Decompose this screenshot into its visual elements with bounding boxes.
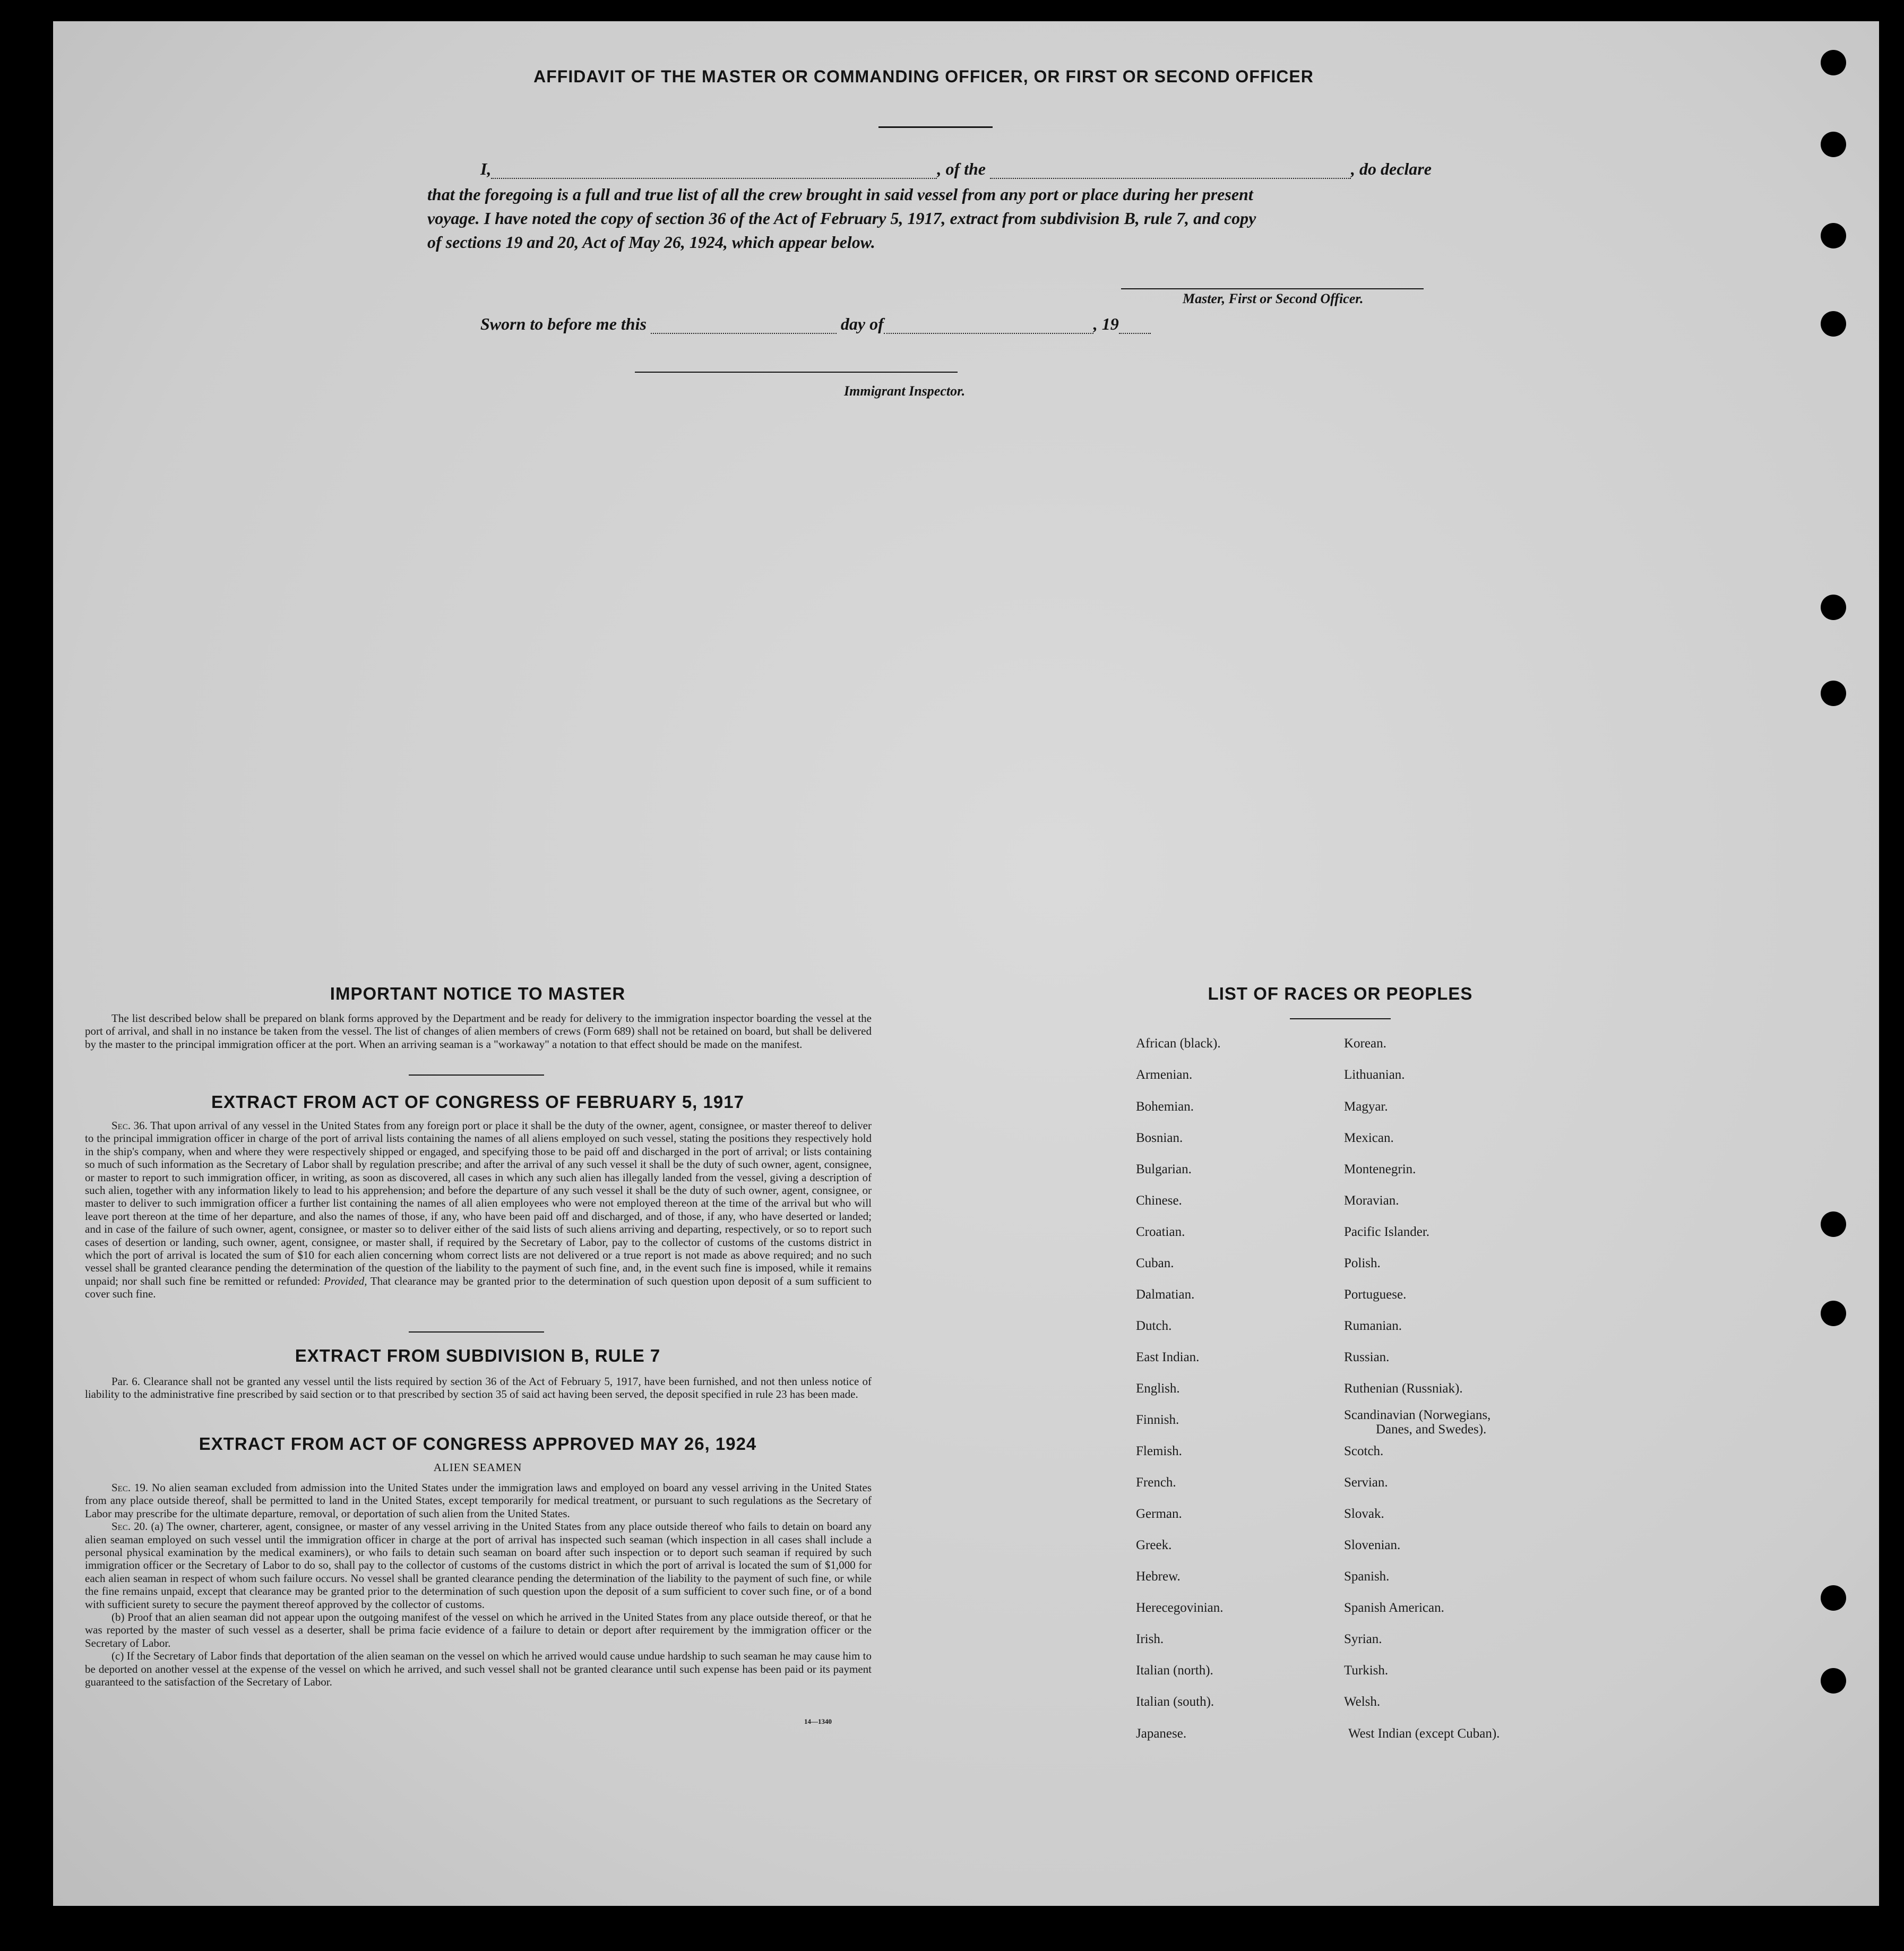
affidavit-line-3: voyage. I have noted the copy of section 36 of the Act of February 5, 1917, extract from subdivision B, rule 7, and copy xyxy=(427,209,1256,228)
race-right: Polish. xyxy=(1344,1256,1381,1270)
race-left: Italian (north). xyxy=(1136,1663,1213,1678)
race-right: Lithuanian. xyxy=(1344,1068,1405,1082)
affidavit-line-2: that the foregoing is a full and true list of all the crew brought in said vessel from any port or place during her present xyxy=(427,185,1253,204)
section-36-body: That upon arrival of any vessel in the United States from any foreign port or place it shall be the duty of the owner, agent, consignee, or master thereof to deliver to the principal immigration officer in charge of the port of arrival lists containing the names of all aliens employed on such vessel, stating the positions they respectively hold in the ship's company, when and where they were respectively shipped or engaged, and specifying those to be paid off and discharged in the port of arrival; or lists containing so much of such information as the Secretary of Labor shall by regulation prescribe; and after the arrival of any such vessel it shall be the duty of such owner, agent, consignee, or master to report to such immigration officer, in writing, as soon as discovered, all cases in which any such alien has illegally landed from the vessel, giving a description of such alien, together with any information likely to lead to his apprehension; and before the departure of any such vessel it shall be the duty of such owner, agent, consignee, or master to deliver to such immigration officer a further list containing the names of all alien employees who were not employed thereon at the time of the arrival but who will leave port thereon at the time of her departure, and also the names of those, if any, who have been paid off and discharged, and of those, if any, who have deserted or landed; and in case of the failure of such owner, agent, consignee, or master so to deliver either of the said lists of such aliens arriving and departing, respectively, or so to report such cases of desertion or landing, such owner, agent, consignee, or master shall, if required by the Secretary of Labor, pay to the collector of customs of the customs district in which the port of arrival is located the sum of $10 for each alien concerning whom correct lists are not delivered or a true report is not made as above required; and no such vessel shall be granted clearance pending the determination of the question of the liability to the payment of such fine, and, in the event such fine is imposed, while it remains unpaid; nor shall such fine be remitted or refunded: xyxy=(85,1119,872,1287)
race-right: Moravian. xyxy=(1344,1193,1399,1208)
race-left: Hebrew. xyxy=(1136,1569,1181,1584)
binder-hole xyxy=(1821,1211,1846,1237)
affidavit-line-1 xyxy=(480,159,1432,179)
scandinavian-line-1: Scandinavian (Norwegians, xyxy=(1344,1408,1491,1422)
inspector-caption: Immigrant Inspector. xyxy=(844,383,966,399)
race-left: Italian (south). xyxy=(1136,1695,1214,1709)
section-20a-body: (a) The owner, charterer, agent, consignee, or master of any vessel arriving in the United States from any place outside thereof who fails to detain on board any alien seaman employed on such vessel until the immigration officer in charge at the port of arrival has inspected such seaman (which inspection in all cases shall include a personal physical examination by the medical examiners), or who fails to detain such seaman on board after such inspection or to deport such seaman if required by such immigration officer or the Secretary of Labor to do so, shall pay to the collector of customs of the customs district in which the port of arrival is located the sum of $1,000 for each alien seaman in respect of whom such failure occurs. No vessel shall be granted clearance pending the determination of the liability to the payment of such fine, or while the fine remains unpaid, except that clearance may be granted prior to the determination of such question upon the deposit of a sum sufficient to cover such fine, or of a bond with sufficient surety to secure the payment thereof approved by the collector of customs. xyxy=(85,1520,872,1611)
binder-hole xyxy=(1821,1301,1846,1326)
sworn-text: Sworn to before me this xyxy=(480,314,647,333)
proviso-body: That clearance may be granted prior to the determination of such question upon deposit of a sum sufficient to cover such fine. xyxy=(85,1274,872,1301)
extract-1917-title: EXTRACT FROM ACT OF CONGRESS OF FEBRUARY 5, 1917 xyxy=(211,1092,744,1112)
master-caption: Master, First or Second Officer. xyxy=(1183,291,1364,306)
race-right: Korean. xyxy=(1344,1036,1386,1051)
race-right: Russian. xyxy=(1344,1350,1390,1364)
race-left: Armenian. xyxy=(1136,1068,1193,1082)
rule-7-title: EXTRACT FROM SUBDIVISION B, RULE 7 xyxy=(295,1346,661,1365)
race-left: German. xyxy=(1136,1507,1182,1521)
race-left: Irish. xyxy=(1136,1632,1164,1646)
affidavit-i: I, xyxy=(480,159,492,178)
binder-hole xyxy=(1821,1585,1846,1611)
race-left: Bosnian. xyxy=(1136,1131,1183,1145)
race-right-scandinavian xyxy=(1344,1408,1546,1437)
section-19-body: No alien seaman excluded from admission into the United States under the immigration laws and employed on board any vessel arriving in the United States from any place outside thereof, shall be permitted to land in the United States, except temporarily for medical treatment, or pursuant to such regulations as the Secretary of Labor may prescribe for the ultimate departure, removal, or deportation of such alien from the United States. xyxy=(85,1481,872,1520)
sworn-year-field[interactable] xyxy=(1119,333,1151,334)
alien-seamen-subtitle: ALIEN SEAMEN xyxy=(433,1461,522,1474)
affidavit-line-4: of sections 19 and 20, Act of May 26, 1924, which appear below. xyxy=(427,233,875,252)
race-right: Slovenian. xyxy=(1344,1538,1401,1552)
race-left: English. xyxy=(1136,1381,1180,1396)
extract-1924-title: EXTRACT FROM ACT OF CONGRESS APPROVED MAY 26, 1924 xyxy=(199,1434,757,1454)
race-left: Herecegovinian. xyxy=(1136,1601,1224,1615)
section-20c-paragraph: (c) If the Secretary of Labor finds that deportation of the alien seaman on the vessel on which he arrived would cause undue hardship to such seaman he may cause him to be deported on another vessel at the expense of the vessel on which he arrived, and such vessel shall not be granted clearance until such expense has been paid or its payment guaranteed to the satisfaction of the Secretary of Labor. xyxy=(85,1649,872,1689)
binder-hole xyxy=(1821,311,1846,337)
binder-hole xyxy=(1821,50,1846,75)
binder-hole xyxy=(1821,681,1846,706)
race-right: Pacific Islander. xyxy=(1344,1225,1430,1239)
day-of-text: day of xyxy=(840,314,884,333)
form-code: 14—1340 xyxy=(804,1717,832,1725)
race-right: Montenegrin. xyxy=(1344,1162,1416,1176)
races-title: LIST OF RACES OR PEOPLES xyxy=(1208,984,1473,1003)
race-left: Japanese. xyxy=(1136,1726,1187,1741)
binder-hole xyxy=(1821,1668,1846,1694)
race-left: French. xyxy=(1136,1475,1176,1490)
vessel-name-field[interactable] xyxy=(990,178,1351,179)
race-left: Bohemian. xyxy=(1136,1099,1194,1114)
race-left: Finnish. xyxy=(1136,1413,1179,1427)
race-left: Flemish. xyxy=(1136,1444,1182,1458)
race-left: Bulgarian. xyxy=(1136,1162,1192,1176)
race-left: Cuban. xyxy=(1136,1256,1174,1270)
race-left: African (black). xyxy=(1136,1036,1221,1051)
section-20b-paragraph: (b) Proof that an alien seaman did not appear upon the outgoing manifest of the vessel on which he arrived in the United States from any place outside thereof, or that he was reported by the master of such vessel as a deserter, shall be prima facie evidence of a failure to detain or deport after requirement by the immigration officer or the Secretary of Labor. xyxy=(85,1611,872,1649)
affidavit-of-the: , of the xyxy=(937,159,986,178)
section-36-label: Sec. 36. xyxy=(111,1119,148,1132)
sworn-line xyxy=(480,314,1151,334)
extract-1924-text xyxy=(85,1481,872,1689)
race-right: Rumanian. xyxy=(1344,1319,1402,1333)
extract-1917-text xyxy=(85,1119,872,1301)
race-left: Chinese. xyxy=(1136,1193,1182,1208)
rule-7-paragraph: Par. 6. Clearance shall not be granted any vessel until the lists required by section 36 of the Act of February 5, 1917, have been furnished, and not then unless notice of liability to the administrative fine prescribed by said section or to that prescribed by section 35 of said act having been served, the deposit specified in rule 23 has been made. xyxy=(85,1375,872,1401)
master-signature-line[interactable] xyxy=(1121,288,1424,289)
notice-text xyxy=(85,1012,872,1051)
race-left: Dutch. xyxy=(1136,1319,1172,1333)
binder-hole xyxy=(1821,223,1846,248)
section-19-paragraph xyxy=(85,1481,872,1520)
race-right: Mexican. xyxy=(1344,1131,1394,1145)
section-36-paragraph xyxy=(85,1119,872,1301)
race-right: Slovak. xyxy=(1344,1507,1384,1521)
race-right: Scotch. xyxy=(1344,1444,1384,1458)
affidavit-title: AFFIDAVIT OF THE MASTER OR COMMANDING OFFICER, OR FIRST OR SECOND OFFICER xyxy=(533,67,1314,86)
races-title-rule xyxy=(1290,1018,1391,1019)
race-left: Greek. xyxy=(1136,1538,1172,1552)
section-20a-paragraph xyxy=(85,1520,872,1611)
notice-title: IMPORTANT NOTICE TO MASTER xyxy=(330,984,626,1003)
race-right: Ruthenian (Russniak). xyxy=(1344,1381,1463,1396)
affidavit-declare: , do declare xyxy=(1351,159,1432,178)
section-19-label: Sec. 19. xyxy=(111,1481,149,1494)
inspector-signature-line[interactable] xyxy=(635,372,958,373)
race-right: Turkish. xyxy=(1344,1663,1389,1678)
race-right: Portuguese. xyxy=(1344,1287,1407,1302)
year-prefix: , 19 xyxy=(1093,314,1119,333)
race-right: Welsh. xyxy=(1344,1695,1381,1709)
scandinavian-line-2: Danes, and Swedes). xyxy=(1376,1422,1487,1437)
binder-hole xyxy=(1821,595,1846,620)
race-left: Dalmatian. xyxy=(1136,1287,1195,1302)
proviso-label: Provided, xyxy=(324,1274,367,1287)
race-left: Croatian. xyxy=(1136,1225,1185,1239)
binder-hole xyxy=(1821,132,1846,157)
race-left: East Indian. xyxy=(1136,1350,1200,1364)
race-right: Spanish. xyxy=(1344,1569,1390,1584)
sworn-month-field[interactable] xyxy=(884,333,1093,334)
sworn-day-field[interactable] xyxy=(651,333,837,334)
race-right: Spanish American. xyxy=(1344,1601,1444,1615)
officer-name-field[interactable] xyxy=(491,178,937,179)
title-rule xyxy=(878,126,993,128)
race-right: West Indian (except Cuban). xyxy=(1348,1726,1500,1741)
section-20-label: Sec. 20. xyxy=(111,1520,148,1533)
section-rule xyxy=(409,1331,544,1333)
notice-paragraph: The list described below shall be prepared on blank forms approved by the Department and be ready for delivery to the immigration inspector boarding the vessel at the port of arrival, and shall in no instance be taken from the vessel. The list of changes of alien members of crews (Form 689) shall not be retained on board, but shall be delivered by the master to the principal immigration officer at the port. When an arriving seaman is a "workaway" a notation to that effect should be made on the manifest. xyxy=(85,1012,872,1051)
section-rule xyxy=(409,1075,544,1076)
rule-7-text xyxy=(85,1375,872,1401)
race-right: Magyar. xyxy=(1344,1099,1388,1114)
race-right: Servian. xyxy=(1344,1475,1388,1490)
race-right: Syrian. xyxy=(1344,1632,1382,1646)
